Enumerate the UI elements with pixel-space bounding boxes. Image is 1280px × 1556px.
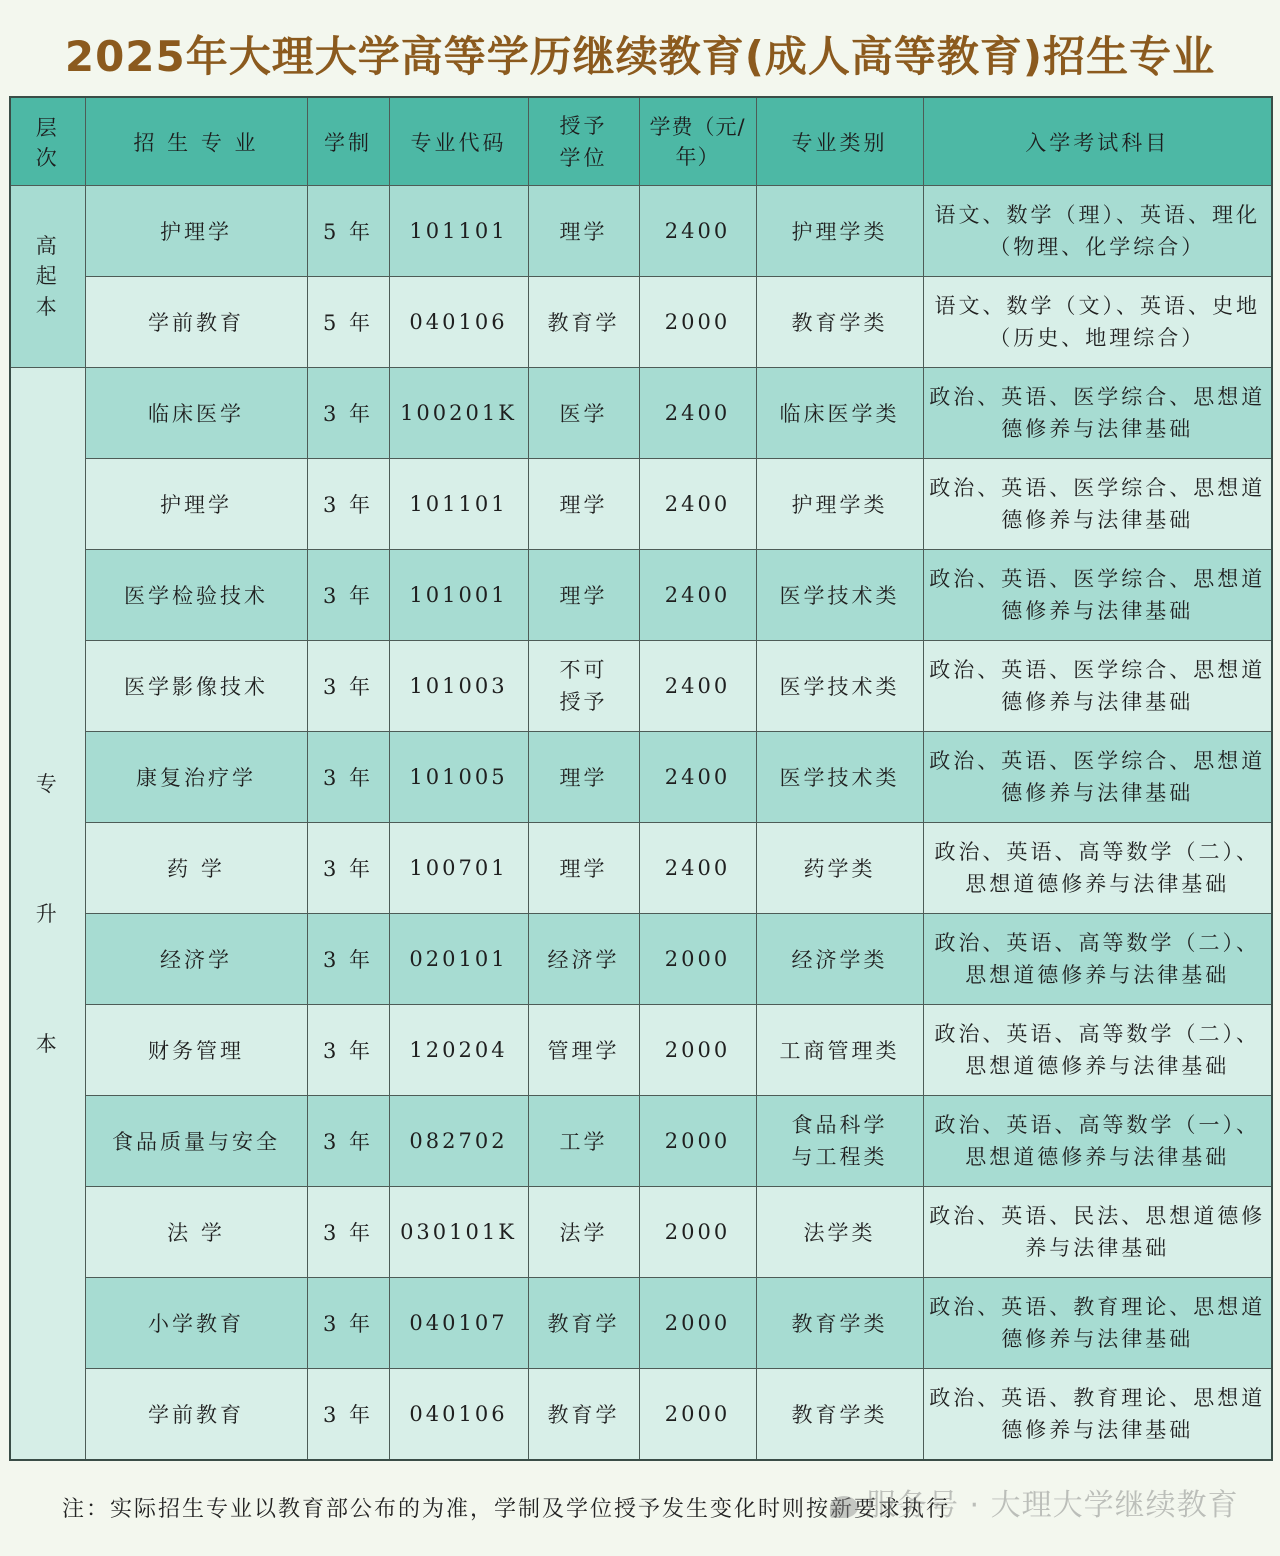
header-duration: 学制 (307, 97, 389, 186)
cell-major: 护理学 (85, 459, 307, 550)
cell-exam: 政治、英语、医学综合、思想道德修养与法律基础 (923, 641, 1272, 732)
cell-duration: 3 年 (307, 914, 389, 1005)
cell-exam: 政治、英语、教育理论、思想道德修养与法律基础 (923, 1369, 1272, 1461)
cell-code: 100701 (389, 823, 528, 914)
header-level: 层次 (10, 97, 85, 186)
cell-duration: 3 年 (307, 459, 389, 550)
cell-duration: 3 年 (307, 1187, 389, 1278)
cell-duration: 5 年 (307, 277, 389, 368)
cell-degree: 理学 (528, 550, 639, 641)
cell-fee: 2400 (639, 186, 756, 277)
table-row (10, 550, 1272, 641)
watermark (830, 1484, 1239, 1528)
cell-code: 101003 (389, 641, 528, 732)
wechat-icon (830, 1496, 858, 1518)
cell-code: 100201K (389, 368, 528, 459)
cell-duration: 3 年 (307, 641, 389, 732)
cell-exam: 政治、英语、医学综合、思想道德修养与法律基础 (923, 368, 1272, 459)
cell-major: 护理学 (85, 186, 307, 277)
cell-degree: 教育学 (528, 1278, 639, 1369)
cell-duration: 3 年 (307, 1369, 389, 1461)
cell-duration: 3 年 (307, 823, 389, 914)
cell-major: 药 学 (85, 823, 307, 914)
cell-code: 101101 (389, 459, 528, 550)
cell-duration: 3 年 (307, 368, 389, 459)
table-row (10, 1005, 1272, 1096)
cell-category: 教育学类 (756, 1369, 923, 1461)
cell-major: 临床医学 (85, 368, 307, 459)
cell-category: 教育学类 (756, 277, 923, 368)
cell-degree: 不可授予 (528, 641, 639, 732)
cell-exam: 语文、数学（文）、英语、史地（历史、地理综合） (923, 277, 1272, 368)
cell-major: 财务管理 (85, 1005, 307, 1096)
enrollment-table (9, 96, 1273, 1461)
cell-degree: 理学 (528, 823, 639, 914)
cell-code: 040107 (389, 1278, 528, 1369)
cell-exam: 政治、英语、医学综合、思想道德修养与法律基础 (923, 732, 1272, 823)
cell-duration: 3 年 (307, 1096, 389, 1187)
cell-fee: 2000 (639, 1187, 756, 1278)
cell-fee: 2000 (639, 1096, 756, 1187)
cell-degree: 教育学 (528, 277, 639, 368)
header-row (10, 97, 1272, 186)
cell-duration: 3 年 (307, 1278, 389, 1369)
cell-fee: 2000 (639, 1005, 756, 1096)
cell-major: 小学教育 (85, 1278, 307, 1369)
cell-category: 经济学类 (756, 914, 923, 1005)
cell-code: 101005 (389, 732, 528, 823)
cell-fee: 2400 (639, 823, 756, 914)
cell-degree: 医学 (528, 368, 639, 459)
cell-category: 食品科学与工程类 (756, 1096, 923, 1187)
cell-fee: 2400 (639, 550, 756, 641)
table-row (10, 1187, 1272, 1278)
table-row (10, 1369, 1272, 1461)
cell-code: 040106 (389, 1369, 528, 1461)
table-row (10, 186, 1272, 277)
cell-category: 护理学类 (756, 186, 923, 277)
cell-major: 学前教育 (85, 277, 307, 368)
watermark-text: 服务号 · 大理大学继续教育 (866, 1488, 1239, 1523)
cell-duration: 3 年 (307, 550, 389, 641)
cell-degree: 工学 (528, 1096, 639, 1187)
table-row (10, 1096, 1272, 1187)
cell-category: 护理学类 (756, 459, 923, 550)
table-row (10, 914, 1272, 1005)
cell-major: 经济学 (85, 914, 307, 1005)
cell-exam: 政治、英语、医学综合、思想道德修养与法律基础 (923, 550, 1272, 641)
cell-code: 040106 (389, 277, 528, 368)
cell-major: 医学检验技术 (85, 550, 307, 641)
cell-degree: 理学 (528, 732, 639, 823)
cell-code: 101101 (389, 186, 528, 277)
table-row (10, 732, 1272, 823)
cell-category: 医学技术类 (756, 732, 923, 823)
cell-fee: 2000 (639, 914, 756, 1005)
cell-code: 120204 (389, 1005, 528, 1096)
cell-fee: 2400 (639, 459, 756, 550)
table-row (10, 1278, 1272, 1369)
cell-fee: 2000 (639, 277, 756, 368)
table-row (10, 277, 1272, 368)
cell-exam: 政治、英语、民法、思想道德修养与法律基础 (923, 1187, 1272, 1278)
cell-degree: 法学 (528, 1187, 639, 1278)
header-degree: 授予学位 (528, 97, 639, 186)
cell-exam: 语文、数学（理）、英语、理化（物理、化学综合） (923, 186, 1272, 277)
table-row (10, 823, 1272, 914)
cell-category: 药学类 (756, 823, 923, 914)
cell-duration: 3 年 (307, 732, 389, 823)
cell-category: 工商管理类 (756, 1005, 923, 1096)
footnote: 注：实际招生专业以教育部公布的为准，学制及学位授予发生变化时则按新要求执行 (62, 1497, 951, 1522)
cell-major: 医学影像技术 (85, 641, 307, 732)
cell-major: 学前教育 (85, 1369, 307, 1461)
cell-degree: 理学 (528, 459, 639, 550)
cell-fee: 2400 (639, 732, 756, 823)
cell-exam: 政治、英语、高等数学（二）、思想道德修养与法律基础 (923, 914, 1272, 1005)
cell-major: 康复治疗学 (85, 732, 307, 823)
cell-fee: 2400 (639, 368, 756, 459)
table-row (10, 368, 1272, 459)
cell-exam: 政治、英语、高等数学（二）、思想道德修养与法律基础 (923, 1005, 1272, 1096)
cell-exam: 政治、英语、教育理论、思想道德修养与法律基础 (923, 1278, 1272, 1369)
cell-degree: 教育学 (528, 1369, 639, 1461)
cell-degree: 管理学 (528, 1005, 639, 1096)
table-row (10, 459, 1272, 550)
cell-major: 食品质量与安全 (85, 1096, 307, 1187)
cell-duration: 5 年 (307, 186, 389, 277)
page-title: 2025年大理大学高等学历继续教育(成人高等教育)招生专业 (64, 32, 1216, 81)
header-major: 招 生 专 业 (85, 97, 307, 186)
header-fee: 学费（元/年） (639, 97, 756, 186)
table-row (10, 641, 1272, 732)
cell-category: 医学技术类 (756, 550, 923, 641)
cell-category: 医学技术类 (756, 641, 923, 732)
cell-fee: 2000 (639, 1369, 756, 1461)
cell-code: 082702 (389, 1096, 528, 1187)
cell-category: 法学类 (756, 1187, 923, 1278)
level-cell-gqb: 高起本 (10, 186, 85, 368)
cell-category: 临床医学类 (756, 368, 923, 459)
header-code: 专业代码 (389, 97, 528, 186)
cell-major: 法 学 (85, 1187, 307, 1278)
cell-code: 020101 (389, 914, 528, 1005)
header-exam: 入学考试科目 (923, 97, 1272, 186)
cell-code: 030101K (389, 1187, 528, 1278)
level-cell-zsb: 专升本 (10, 368, 85, 1461)
header-category: 专业类别 (756, 97, 923, 186)
cell-exam: 政治、英语、高等数学（一）、思想道德修养与法律基础 (923, 1096, 1272, 1187)
cell-duration: 3 年 (307, 1005, 389, 1096)
cell-fee: 2000 (639, 1278, 756, 1369)
cell-code: 101001 (389, 550, 528, 641)
cell-category: 教育学类 (756, 1278, 923, 1369)
cell-degree: 经济学 (528, 914, 639, 1005)
cell-degree: 理学 (528, 186, 639, 277)
cell-fee: 2400 (639, 641, 756, 732)
cell-exam: 政治、英语、医学综合、思想道德修养与法律基础 (923, 459, 1272, 550)
cell-exam: 政治、英语、高等数学（二）、思想道德修养与法律基础 (923, 823, 1272, 914)
